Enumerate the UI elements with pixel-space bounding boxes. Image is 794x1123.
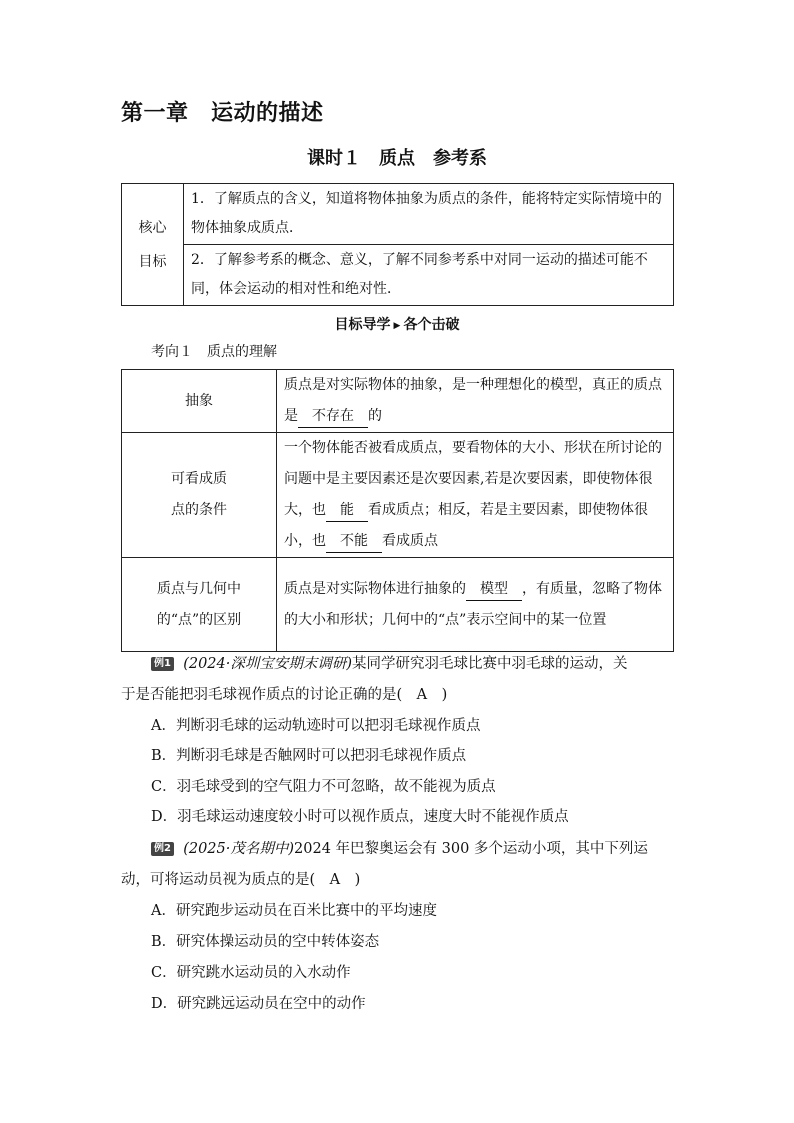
answer-blank: 不能 xyxy=(326,530,382,553)
lesson-title: 课时１ 质点 参考系 xyxy=(307,148,487,169)
concept-text: 质点是对实际物体进行抽象的 xyxy=(284,580,466,597)
example-stem-line1: 2024 年巴黎奥运会有 300 多个运动小项，其中下列运 xyxy=(294,841,648,857)
concept-table xyxy=(121,369,674,652)
example1-option-d: D．羽毛球运动速度较小时可以视作质点，速度大时不能视作质点 xyxy=(151,809,569,825)
example2-stem-line2: 动，可将运动员视为质点的是( A ) xyxy=(121,872,361,888)
example1-option-a: A．判断羽毛球的运动轨迹时可以把羽毛球视作质点 xyxy=(151,718,481,734)
example2-option-c: C．研究跳水运动员的入水动作 xyxy=(151,965,351,981)
section-title xyxy=(0,314,794,334)
example-stem-line1: 某同学研究羽毛球比赛中羽毛球的运动，关 xyxy=(352,656,628,672)
concept-head-line: 的“点”的区别 xyxy=(156,611,242,628)
concept-text-abstract xyxy=(277,370,674,433)
example2-option-d: D．研究跳远运动员在空中的动作 xyxy=(151,996,366,1012)
core-goals-label-line1: 核心 xyxy=(138,219,167,236)
example1-stem xyxy=(121,649,677,680)
concept-head-condition xyxy=(122,433,277,558)
topic-title: 考向１ 质点的理解 xyxy=(151,344,277,360)
concept-text-condition xyxy=(277,433,674,558)
example2-option-a: A．研究跑步运动员在百米比赛中的平均速度 xyxy=(151,903,437,919)
concept-text: 看成质点 xyxy=(382,533,438,549)
concept-text-difference xyxy=(277,558,674,652)
example2-option-b: B．研究体操运动员的空中转体姿态 xyxy=(151,934,380,950)
concept-text: ，有质量，忽略了物体的大小和形状；几何中的“点”表示空间中的某一位置 xyxy=(284,580,662,628)
concept-text: 一个物体能否被看成质点，要看物体的大小、形状在所讨论的问题中是主要因素还是次要因素,若是次要因素，即使物体很大，也 xyxy=(284,440,662,518)
example1-stem-line2: 于是否能把羽毛球视作质点的讨论正确的是( A ) xyxy=(121,687,448,703)
example-badge: 例2 xyxy=(151,842,174,856)
goal-2: 2．了解参考系的概念、意义，了解不同参考系中对同一运动的描述可能不同，体会运动的相对性和绝对性． xyxy=(184,245,674,306)
example-source: (2025·茂名期中) xyxy=(183,841,295,857)
concept-head-line: 质点与几何中 xyxy=(157,580,241,597)
concept-head-abstract: 抽象 xyxy=(122,370,277,433)
example1-option-b: B．判断羽毛球是否触网时可以把羽毛球视作质点 xyxy=(151,748,467,764)
concept-text: 的 xyxy=(368,408,382,424)
concept-head-line: 点的条件 xyxy=(171,502,227,518)
example-source: (2024·深圳宝安期末调研) xyxy=(183,656,353,672)
answer-blank: 能 xyxy=(326,499,368,522)
example1-option-c: C．羽毛球受到的空气阻力不可忽略，故不能视为质点 xyxy=(151,779,496,795)
play-arrow-icon: ▶ xyxy=(393,321,401,331)
example2-stem xyxy=(121,834,677,865)
answer-blank: 模型 xyxy=(466,578,522,601)
concept-text: 看成质点；相反，若是主要因素，即使物体很小，也 xyxy=(284,502,648,549)
core-goals-label-line2: 目标 xyxy=(138,253,167,270)
section-title-right: 各个击破 xyxy=(403,317,460,333)
core-goals-table xyxy=(121,183,674,306)
goal-1: 1．了解质点的含义，知道将物体抽象为质点的条件，能将特定实际情境中的物体抽象成质点． xyxy=(184,184,674,245)
concept-head-line: 可看成质 xyxy=(171,471,227,487)
answer-blank: 不存在 xyxy=(298,405,368,428)
section-title-left: 目标导学 xyxy=(334,317,391,333)
chapter-title: 第一章 运动的描述 xyxy=(121,101,324,126)
example-badge: 例1 xyxy=(151,657,174,671)
core-goals-label xyxy=(122,184,184,306)
concept-text: 质点是对实际物体的抽象，是一种理想化的模型，真正的质点是 xyxy=(284,377,662,424)
concept-head-difference xyxy=(122,558,277,652)
